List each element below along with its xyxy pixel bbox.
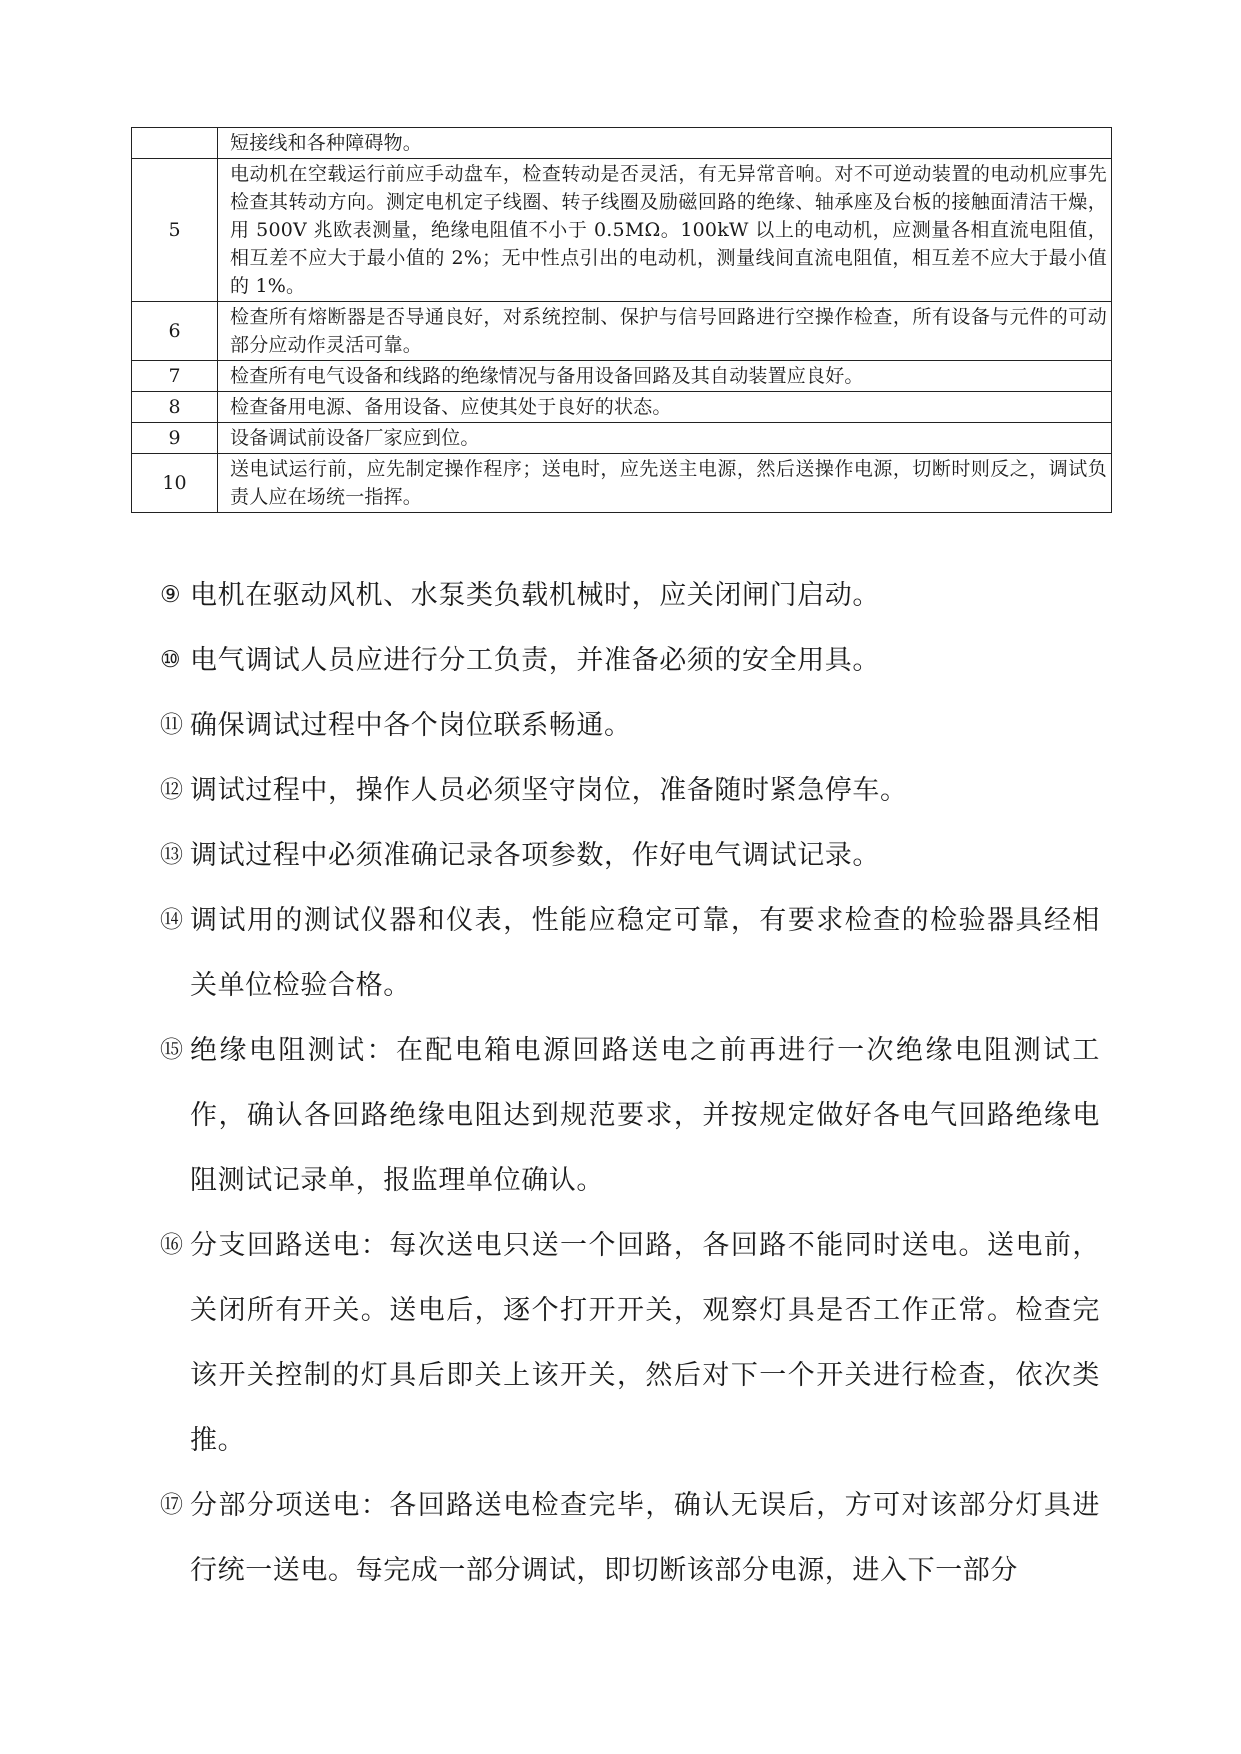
row-number: 8	[132, 392, 218, 423]
row-number: 9	[132, 423, 218, 454]
table-row	[132, 302, 1112, 361]
item-marker: ⑯	[160, 1232, 184, 1258]
item-marker: ⑰	[160, 1492, 184, 1518]
row-text: 检查所有电气设备和线路的绝缘情况与备用设备回路及其自动装置应良好。	[218, 361, 1112, 392]
item-marker: ⑩	[160, 647, 182, 673]
item-text: 电机在驱动风机、水泵类负载机械时，应关闭闸门启动。	[190, 580, 880, 611]
item-marker: ⑪	[160, 712, 184, 738]
item-text: 分支回路送电：每次送电只送一个回路，各回路不能同时送电。送电前，关闭所有开关。送电后，逐个打开开关，观察灯具是否工作正常。检查完该开关控制的灯具后即关上该开关，然后对下一个开关进行检查，依次类推。	[190, 1230, 1100, 1456]
list-item	[160, 888, 1100, 1018]
item-text: 确保调试过程中各个岗位联系畅通。	[190, 710, 632, 741]
row-text: 送电试运行前，应先制定操作程序；送电时，应先送主电源，然后送操作电源，切断时则反之，调试负责人应在场统一指挥。	[218, 454, 1112, 513]
table-row	[132, 159, 1112, 302]
list-item	[160, 758, 1100, 823]
item-marker: ⑫	[160, 777, 184, 803]
list-item	[160, 693, 1100, 758]
row-text: 检查所有熔断器是否导通良好，对系统控制、保护与信号回路进行空操作检查，所有设备与元件的可动部分应动作灵活可靠。	[218, 302, 1112, 361]
row-text: 设备调试前设备厂家应到位。	[218, 423, 1112, 454]
item-marker: ⑭	[160, 907, 184, 933]
list-item	[160, 1473, 1100, 1603]
table-row	[132, 392, 1112, 423]
table-row	[132, 128, 1112, 159]
item-marker: ⑨	[160, 582, 182, 608]
table-row	[132, 454, 1112, 513]
numbered-list	[160, 563, 1100, 1603]
list-item	[160, 1018, 1100, 1213]
item-text: 调试过程中必须准确记录各项参数，作好电气调试记录。	[190, 840, 880, 871]
row-text: 电动机在空载运行前应手动盘车，检查转动是否灵活，有无异常音响。对不可逆动装置的电动机应事先检查其转动方向。测定电机定子线圈、转子线圈及励磁回路的绝缘、轴承座及台板的接触面清洁干燥，用 500V 兆欧表测量，绝缘电阻值不小于 0.5MΩ。100kW 以上的电动机，应测量各相直流电阻值，相互差不应大于最小值的 2%；无中性点引出的电动机，测量线间直流电阻值，相互差不应大于最小值的 1%。	[218, 159, 1112, 302]
row-number: 10	[132, 454, 218, 513]
item-text: 绝缘电阻测试：在配电箱电源回路送电之前再进行一次绝缘电阻测试工作，确认各回路绝缘电阻达到规范要求，并按规定做好各电气回路绝缘电阻测试记录单，报监理单位确认。	[190, 1035, 1100, 1196]
list-item	[160, 628, 1100, 693]
table-row	[132, 423, 1112, 454]
row-number: 6	[132, 302, 218, 361]
item-marker: ⑬	[160, 842, 184, 868]
list-item	[160, 823, 1100, 888]
table-row	[132, 361, 1112, 392]
row-number: 5	[132, 159, 218, 302]
item-text: 分部分项送电：各回路送电检查完毕，确认无误后，方可对该部分灯具进行统一送电。每完成一部分调试，即切断该部分电源，进入下一部分	[190, 1490, 1100, 1586]
item-text: 调试过程中，操作人员必须坚守岗位，准备随时紧急停车。	[190, 775, 908, 806]
row-number: 7	[132, 361, 218, 392]
item-marker: ⑮	[160, 1037, 184, 1063]
item-text: 调试用的测试仪器和仪表，性能应稳定可靠，有要求检查的检验器具经相关单位检验合格。	[190, 905, 1100, 1001]
list-item	[160, 1213, 1100, 1473]
row-number	[132, 128, 218, 159]
inspection-table	[131, 127, 1112, 513]
row-text: 短接线和各种障碍物。	[218, 128, 1112, 159]
row-text: 检查备用电源、备用设备、应使其处于良好的状态。	[218, 392, 1112, 423]
item-text: 电气调试人员应进行分工负责，并准备必须的安全用具。	[190, 645, 880, 676]
list-item	[160, 563, 1100, 628]
